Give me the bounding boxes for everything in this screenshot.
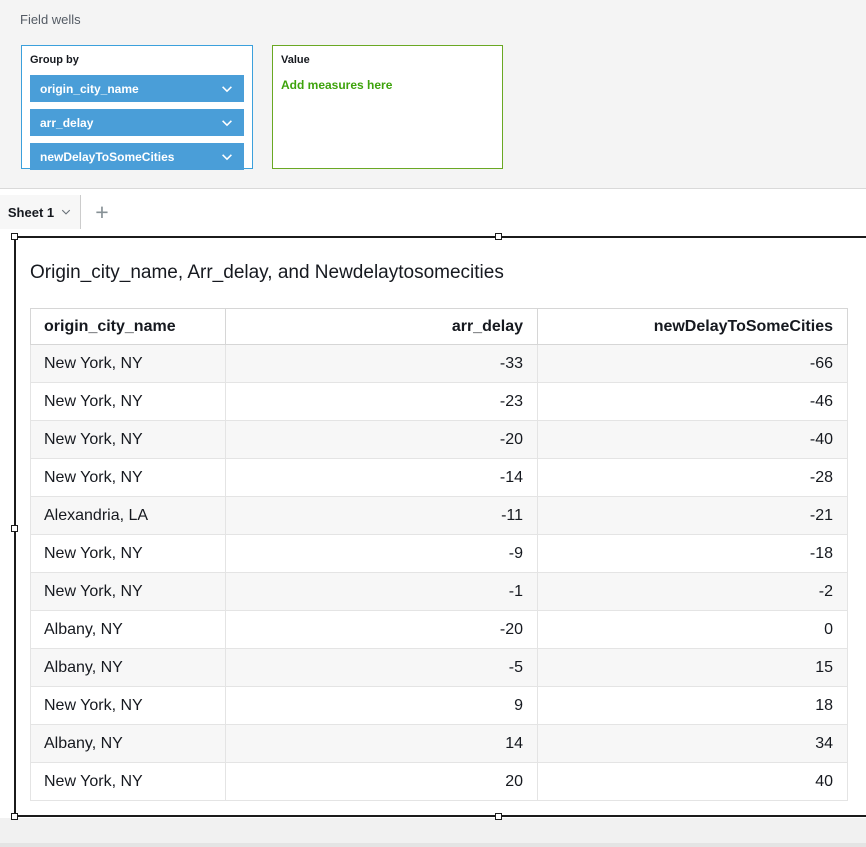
field-pill-label: newDelayToSomeCities	[40, 149, 175, 164]
table-row[interactable]	[31, 535, 848, 573]
table-row[interactable]	[31, 687, 848, 725]
cell-origin_city_name[interactable]: New York, NY	[31, 535, 226, 573]
table-body	[31, 345, 848, 801]
column-header-origin-city-name[interactable]: origin_city_name	[31, 309, 226, 345]
cell-origin_city_name[interactable]: Albany, NY	[31, 649, 226, 687]
cell-origin_city_name[interactable]: New York, NY	[31, 763, 226, 801]
field-pill-arr-delay[interactable]	[30, 109, 244, 136]
cell-arr_delay[interactable]: -23	[226, 383, 538, 421]
add-measures-placeholder: Add measures here	[281, 78, 393, 92]
cell-newDelayToSomeCities[interactable]: -40	[538, 421, 848, 459]
pivot-table	[30, 308, 848, 801]
cell-newDelayToSomeCities[interactable]: 0	[538, 611, 848, 649]
value-well[interactable]	[272, 45, 503, 169]
chevron-down-icon[interactable]	[220, 150, 234, 164]
resize-handle-left-center[interactable]	[11, 525, 18, 532]
cell-arr_delay[interactable]: -11	[226, 497, 538, 535]
cell-origin_city_name[interactable]: Alexandria, LA	[31, 497, 226, 535]
cell-arr_delay[interactable]: 20	[226, 763, 538, 801]
cell-newDelayToSomeCities[interactable]: 40	[538, 763, 848, 801]
table-visual[interactable]	[14, 236, 866, 817]
cell-origin_city_name[interactable]: New York, NY	[31, 687, 226, 725]
value-label: Value	[281, 54, 310, 66]
chevron-down-icon[interactable]	[220, 116, 234, 130]
table-row[interactable]	[31, 763, 848, 801]
cell-origin_city_name[interactable]: New York, NY	[31, 421, 226, 459]
resize-handle-bottom-left[interactable]	[11, 813, 18, 820]
table-row[interactable]	[31, 345, 848, 383]
table-header-row	[31, 309, 848, 345]
cell-arr_delay[interactable]: -20	[226, 421, 538, 459]
cell-newDelayToSomeCities[interactable]: 34	[538, 725, 848, 763]
table-row[interactable]	[31, 497, 848, 535]
tab-sheet-1[interactable]	[0, 195, 81, 229]
field-pill-label: origin_city_name	[40, 81, 139, 96]
chevron-down-icon[interactable]	[220, 82, 234, 96]
sheet-tab-label: Sheet 1	[7, 204, 55, 220]
table-row[interactable]	[31, 725, 848, 763]
add-sheet-button[interactable]: +	[95, 198, 109, 225]
cell-newDelayToSomeCities[interactable]: -18	[538, 535, 848, 573]
cell-newDelayToSomeCities[interactable]: 15	[538, 649, 848, 687]
group-by-label: Group by	[30, 54, 79, 66]
cell-newDelayToSomeCities[interactable]: -46	[538, 383, 848, 421]
cell-origin_city_name[interactable]: New York, NY	[31, 345, 226, 383]
table-row[interactable]	[31, 459, 848, 497]
cell-arr_delay[interactable]: 14	[226, 725, 538, 763]
resize-handle-top-left[interactable]	[11, 233, 18, 240]
field-pill-new-delay-to-some-cities[interactable]	[30, 143, 244, 170]
cell-arr_delay[interactable]: -1	[226, 573, 538, 611]
chevron-down-icon[interactable]	[60, 206, 72, 218]
cell-origin_city_name[interactable]: New York, NY	[31, 459, 226, 497]
visual-title: Origin_city_name, Arr_delay, and Newdelaytosomecities	[30, 262, 504, 283]
sheet-tab-bar	[0, 190, 866, 234]
cell-newDelayToSomeCities[interactable]: -21	[538, 497, 848, 535]
table-row[interactable]	[31, 611, 848, 649]
field-pill-label: arr_delay	[40, 115, 94, 130]
field-wells-panel	[0, 0, 866, 189]
field-wells-title: Field wells	[20, 12, 81, 27]
cell-origin_city_name[interactable]: New York, NY	[31, 573, 226, 611]
cell-arr_delay[interactable]: -5	[226, 649, 538, 687]
bottom-panel-edge	[0, 818, 866, 847]
table-row[interactable]	[31, 573, 848, 611]
cell-arr_delay[interactable]: -14	[226, 459, 538, 497]
resize-handle-bottom-center[interactable]	[495, 813, 502, 820]
cell-origin_city_name[interactable]: Albany, NY	[31, 611, 226, 649]
cell-arr_delay[interactable]: -20	[226, 611, 538, 649]
column-header-arr-delay[interactable]: arr_delay	[226, 309, 538, 345]
field-pill-origin-city-name[interactable]	[30, 75, 244, 102]
cell-arr_delay[interactable]: -33	[226, 345, 538, 383]
cell-origin_city_name[interactable]: Albany, NY	[31, 725, 226, 763]
cell-newDelayToSomeCities[interactable]: -2	[538, 573, 848, 611]
cell-newDelayToSomeCities[interactable]: -66	[538, 345, 848, 383]
cell-newDelayToSomeCities[interactable]: -28	[538, 459, 848, 497]
resize-handle-top-center[interactable]	[495, 233, 502, 240]
table-row[interactable]	[31, 421, 848, 459]
table-row[interactable]	[31, 383, 848, 421]
cell-arr_delay[interactable]: -9	[226, 535, 538, 573]
group-by-well[interactable]	[21, 45, 253, 169]
cell-origin_city_name[interactable]: New York, NY	[31, 383, 226, 421]
table-row[interactable]	[31, 649, 848, 687]
cell-newDelayToSomeCities[interactable]: 18	[538, 687, 848, 725]
cell-arr_delay[interactable]: 9	[226, 687, 538, 725]
column-header-new-delay-to-some-cities[interactable]: newDelayToSomeCities	[538, 309, 848, 345]
